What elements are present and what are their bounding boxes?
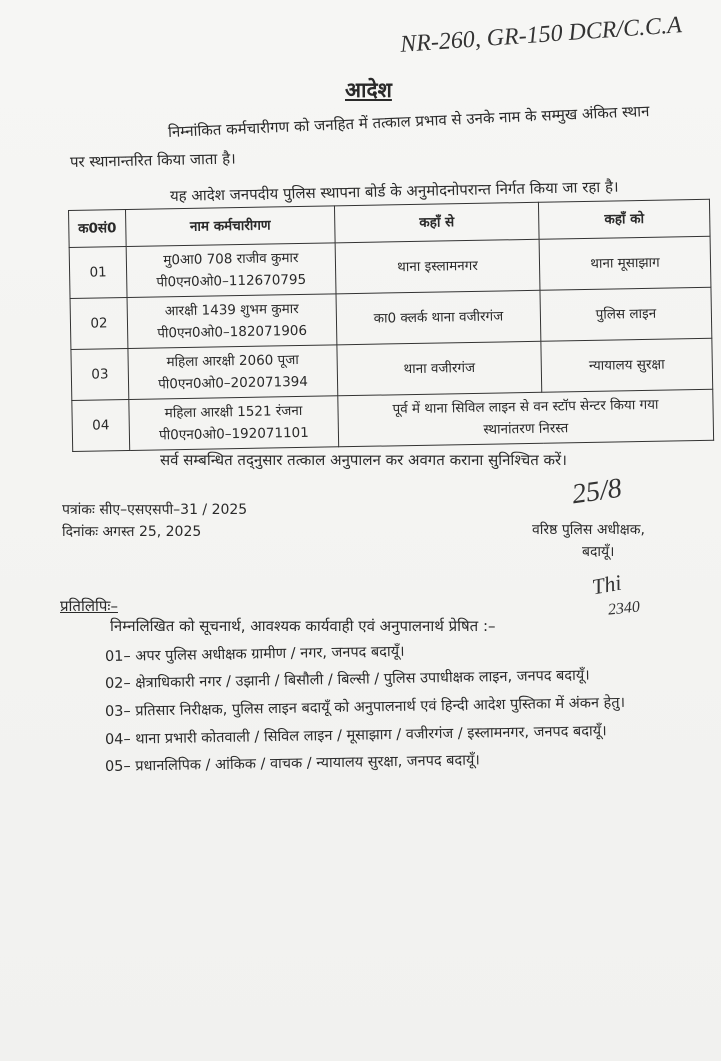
signature: 25/8 (570, 472, 624, 511)
letter-date: दिनांकः अगस्त 25, 2025 (62, 524, 202, 540)
cc-list-item: 02– क्षेत्राधिकारी नगर / उझानी / बिसौली / बिल्सी / पुलिस उपाधीक्षक लाइन, जनपद बदायूँ। (104, 667, 590, 692)
cell-name (129, 396, 339, 451)
cc-list-item: 03– प्रतिसार निरीक्षक, पुलिस लाइन बदायूँ को अनुपालनार्थ एवं हिन्दी आदेश पुस्तिका में अंकन हेतु। (104, 694, 626, 720)
remark-line-2: स्थानांतरण निरस्त (483, 420, 569, 438)
employee-name: मु0आ0 708 राजीव कुमार (163, 249, 299, 269)
employee-name: महिला आरक्षी 2060 पूजा (166, 351, 299, 371)
header-sno: क0सं0 (69, 209, 127, 247)
cell-name (128, 345, 338, 400)
intro-line-2: पर स्थानान्तरित किया जाता है। (69, 149, 236, 171)
employee-pno: पी0एन0ओ0–182071906 (157, 322, 308, 342)
designation-place: बदायूँ। (582, 544, 615, 560)
intro-line-3: यह आदेश जनपदीय पुलिस स्थापना बोर्ड के अनुमोदनोपरान्त निर्गत किया जा रहा है। (169, 177, 619, 205)
compliance-note: सर्व सम्बन्धित तद्नुसार तत्काल अनुपालन कर अवगत कराना सुनिश्चित करें। (160, 451, 567, 469)
cell-to: थाना मूसाझाग (539, 236, 711, 290)
remark-line-1: पूर्व में थाना सिविल लाइन से वन स्टॉप सेन्टर किया गया (392, 396, 659, 418)
header-to: कहाँ को (538, 199, 710, 239)
employee-pno: पी0एन0ओ0–192071101 (158, 424, 309, 444)
cell-sno: 04 (72, 399, 130, 451)
document-title: आदेश (345, 78, 392, 102)
header-from: कहाँ से (334, 202, 539, 243)
employee-pno: पी0एन0ओ0–112670795 (156, 271, 307, 291)
cell-name (126, 243, 336, 298)
letter-number: पत्रांकः सीए–एसएसपी–31 / 2025 (62, 502, 248, 518)
cell-to: पुलिस लाइन (540, 287, 712, 341)
table-row (72, 389, 714, 451)
cell-sno: 03 (71, 348, 129, 400)
cell-from: थाना वजीरगंज (337, 341, 542, 396)
employee-name: महिला आरक्षी 1521 रंजना (164, 402, 303, 422)
handwritten-reference: NR-260, GR-150 DCR/C.C.A (399, 12, 683, 58)
cell-sno: 01 (69, 246, 127, 298)
cell-remark (338, 389, 714, 447)
designation: वरिष्ठ पुलिस अधीक्षक, (532, 522, 645, 538)
cell-from: थाना इस्लामनगर (335, 239, 540, 294)
cc-list-item: 01– अपर पुलिस अधीक्षक ग्रामीण / नगर, जनपद बदायूँ। (104, 643, 405, 665)
cc-label: प्रतिलिपिः– (60, 597, 118, 615)
header-name: नाम कर्मचारीगण (125, 206, 335, 247)
cell-from: का0 क्लर्क थाना वजीरगंज (336, 290, 541, 345)
transfer-table (68, 199, 714, 452)
cc-intro: निम्नलिखित को सूचनार्थ, आवश्यक कार्यवाही एवं अनुपालनार्थ प्रेषित :– (110, 617, 496, 635)
cell-sno: 02 (70, 297, 128, 349)
cell-name (127, 294, 337, 349)
handwritten-number: 2340 (607, 598, 641, 619)
employee-name: आरक्षी 1439 शुभम कुमार (164, 300, 299, 320)
employee-pno: पी0एन0ओ0–202071394 (158, 373, 309, 393)
handwritten-initials: Thi (589, 569, 624, 600)
intro-line-1: निम्नांकित कर्मचारीगण को जनहित में तत्काल प्रभाव से उनके नाम के सम्मुख अंकित स्थान (167, 101, 650, 141)
cc-list-item: 05– प्रधानलिपिक / आंकिक / वाचक / न्यायालय सुरक्षा, जनपद बदायूँ। (104, 752, 480, 775)
cell-to: न्यायालय सुरक्षा (541, 338, 713, 392)
cc-list-item: 04– थाना प्रभारी कोतवाली / सिविल लाइन / मूसाझाग / वजीरगंज / इस्लामनगर, जनपद बदायूँ। (104, 723, 607, 748)
